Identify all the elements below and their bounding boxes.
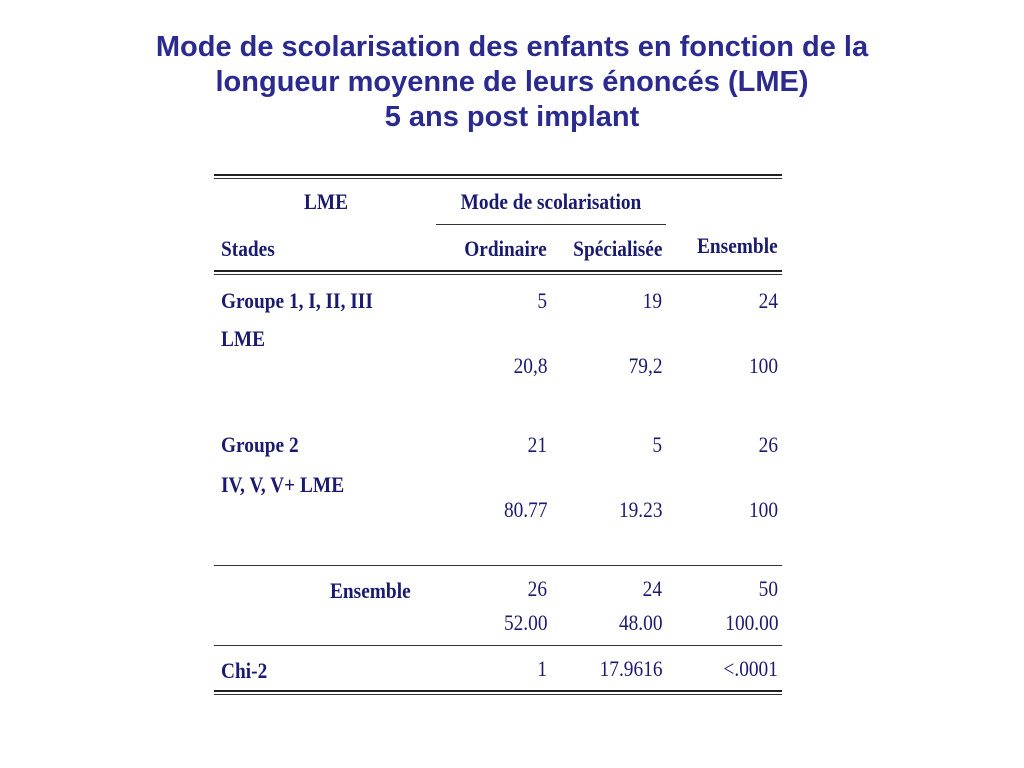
title-line-3: 5 ans post implant [384,101,640,133]
header-stades: Stades [221,236,275,261]
total-specialisee-pct: 48.00 [618,610,662,635]
header-lme: LME [303,189,349,214]
total-ordinaire-pct: 52.00 [503,610,547,635]
table-top-rule [214,174,782,176]
row-label-chi2: Chi-2 [221,658,268,683]
groupe2-specialisee-count: 5 [652,432,662,457]
row-sublabel-groupe1: LME [221,326,266,351]
groupe2-specialisee-pct: 19.23 [618,497,662,522]
groupe2-ordinaire-pct: 80.77 [503,497,547,522]
groupe1-ordinaire-count: 5 [537,288,547,313]
row-label-groupe1: Groupe 1, I, II, III [221,288,373,313]
row-label-groupe2: Groupe 2 [221,432,299,457]
total-ensemble-pct: 100.00 [724,610,778,635]
table-top-rule-inner [214,178,782,179]
groupe2-ordinaire-count: 21 [527,432,547,457]
groupe1-ensemble-count: 24 [758,288,778,313]
chi2-top-rule [214,645,782,646]
chi2-ensemble: <.0001 [723,656,778,681]
header-ensemble: Ensemble [697,233,778,258]
total-ordinaire-count: 26 [527,576,547,601]
chi2-specialisee: 17.9616 [599,656,662,681]
table-bottom-rule-inner [214,694,782,695]
title-line-1: Mode de scolarisation des enfants en fonction de la [155,31,869,63]
total-specialisee-count: 24 [642,576,662,601]
total-top-rule [214,565,782,566]
row-label-ensemble: Ensemble [330,578,411,603]
groupe1-ordinaire-pct: 20,8 [513,353,547,378]
header-specialisee: Spécialisée [572,236,662,261]
groupe1-ensemble-pct: 100 [748,353,778,378]
header-bottom-rule [214,270,782,272]
header-mode-de-scolarisation: Mode de scolarisation [460,189,642,214]
groupe2-ensemble-count: 26 [758,432,778,457]
total-ensemble-count: 50 [758,576,778,601]
title-line-2: longueur moyenne de leurs énoncés (LME) [215,66,809,98]
groupe1-specialisee-count: 19 [642,288,662,313]
header-bottom-rule-inner [214,274,782,275]
table-bottom-rule [214,690,782,692]
mode-header-rule [436,224,666,225]
chi2-ordinaire: 1 [537,656,547,681]
groupe1-specialisee-pct: 79,2 [628,353,662,378]
groupe2-ensemble-pct: 100 [748,497,778,522]
row-sublabel-groupe2: IV, V, V+ LME [221,472,345,497]
header-ordinaire: Ordinaire [464,236,547,261]
